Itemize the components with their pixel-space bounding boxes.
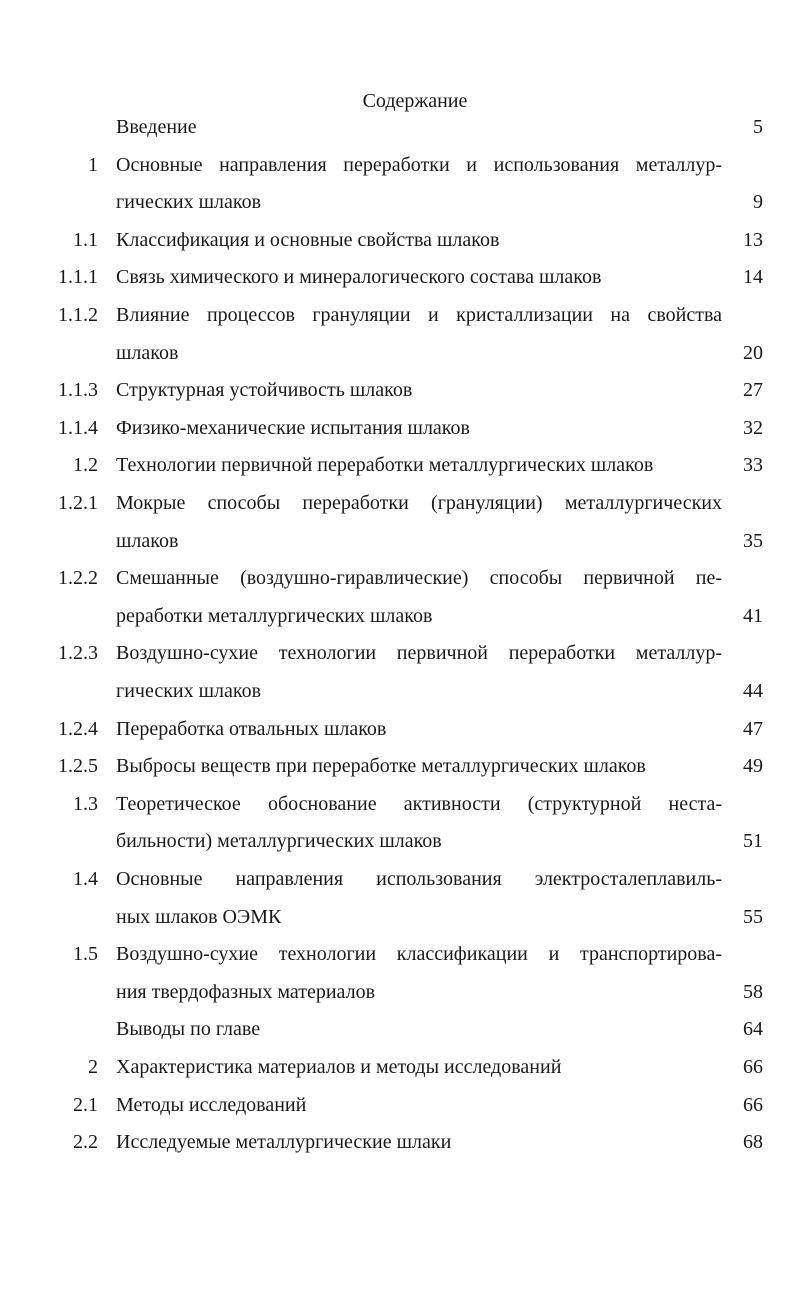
- toc-entry-line: [0, 263, 793, 291]
- toc-entry-title: Связь химического и минералогического состава шлаков: [116, 266, 602, 289]
- toc-entry-line: [0, 489, 793, 517]
- toc-entry-line: [0, 226, 793, 254]
- toc-entry-number: 1.2.1: [58, 492, 98, 514]
- toc-entry-line: [0, 564, 793, 592]
- toc-entry-number: 1.2.5: [58, 755, 98, 778]
- toc-entry-title: Характеристика материалов и методы исследований: [116, 1056, 562, 1078]
- toc-entry-number: 2.1: [73, 1093, 98, 1116]
- toc-entry-number: 2.2: [73, 1131, 98, 1154]
- toc-entry-title: Технологии первичной переработки металлургических шлаков: [116, 454, 654, 477]
- toc-entry-number: 1.2.4: [58, 717, 98, 740]
- toc-entry-title: Мокрые способы переработки (грануляции) металлургических: [116, 492, 722, 514]
- toc-entry-title: Классификация и основные свойства шлаков: [116, 228, 500, 251]
- toc-entry-title: Исследуемые металлургические шлаки: [116, 1131, 452, 1154]
- toc-entry-number: 1: [88, 153, 98, 176]
- toc-entry-line: [0, 188, 793, 216]
- toc-page-number: 9: [753, 191, 763, 214]
- toc-entry-number: 1.4: [73, 868, 98, 890]
- toc-page-number: 49: [743, 755, 763, 778]
- toc-page-number: 5: [753, 116, 763, 138]
- toc-page-number: 66: [743, 1093, 763, 1116]
- toc-entry-number: 1.1: [73, 228, 98, 251]
- toc-entry-title: Методы исследований: [116, 1093, 307, 1116]
- toc-entry-number: 1.2: [73, 454, 98, 477]
- toc-page-number: 44: [743, 680, 763, 702]
- toc-entry-line: [0, 602, 793, 630]
- toc-entry-line: [0, 113, 793, 141]
- toc-entry-title: Физико-механические испытания шлаков: [116, 416, 470, 439]
- toc-entry-line: [0, 151, 793, 179]
- toc-entry-line: [0, 414, 793, 442]
- toc-entry-title: Основные направления переработки и использования металлур-: [116, 153, 722, 176]
- toc-entry-number: 2: [88, 1056, 98, 1078]
- toc-entry-title: Переработка отвальных шлаков: [116, 717, 387, 740]
- toc-title: Содержание: [362, 90, 468, 112]
- toc-page-number: 51: [743, 830, 763, 853]
- toc-entry-title: Структурная устойчивость шлаков: [116, 379, 413, 402]
- toc-entry-title: ния твердофазных материалов: [116, 980, 376, 1003]
- toc-entry-line: [0, 1091, 793, 1119]
- toc-entry-line: [0, 339, 793, 367]
- toc-entry-line: [0, 639, 793, 667]
- toc-entry-line: [0, 940, 793, 968]
- toc-page-number: 27: [743, 379, 763, 402]
- toc-entry-title: гических шлаков: [116, 680, 262, 702]
- toc-page-number: 14: [743, 266, 763, 289]
- toc-entry-number: 1.1.3: [58, 379, 98, 402]
- toc-page-number: 68: [743, 1131, 763, 1154]
- toc-page-number: 32: [743, 416, 763, 439]
- toc-entry-line: [0, 1128, 793, 1156]
- toc-entry-number: 1.2.3: [58, 642, 98, 665]
- toc-entry-title: Введение: [116, 116, 197, 138]
- toc-page-number: 64: [743, 1018, 763, 1041]
- toc-entry-number: 1.3: [73, 792, 98, 815]
- toc-entry-line: [0, 978, 793, 1006]
- toc-entry-line: [0, 903, 793, 931]
- toc-page-number: 58: [743, 980, 763, 1003]
- toc-entry-title: ных шлаков ОЭМК: [116, 905, 282, 928]
- toc-page-number: 41: [743, 604, 763, 627]
- toc-page-number: 35: [743, 529, 763, 552]
- toc-entry-line: [0, 527, 793, 555]
- toc-entry-title: Теоретическое обоснование активности (структурной неста-: [116, 792, 722, 815]
- toc-entry-title: Выбросы веществ при переработке металлургических шлаков: [116, 755, 646, 778]
- toc-entry-number: 1.1.4: [58, 416, 98, 439]
- toc-entry-line: [0, 715, 793, 743]
- toc-entry-line: [0, 451, 793, 479]
- toc-entry-line: [0, 865, 793, 893]
- toc-entry-line: [0, 301, 793, 329]
- toc-page-number: 20: [743, 341, 763, 364]
- toc-page-number: 55: [743, 905, 763, 928]
- toc-page-number: 47: [743, 717, 763, 740]
- toc-entry-line: [0, 677, 793, 705]
- toc-entry-title: шлаков: [116, 529, 179, 552]
- toc-entry-line: [0, 827, 793, 855]
- toc-entry-title: гических шлаков: [116, 191, 262, 214]
- toc-entry-title: Воздушно-сухие технологии первичной переработки металлур-: [116, 642, 722, 665]
- toc-entry-line: [0, 376, 793, 404]
- toc-entry-title: Основные направления использования электросталеплавиль-: [116, 868, 722, 890]
- toc-entry-number: 1.5: [73, 943, 98, 966]
- toc-entry-number: 1.1.1: [58, 266, 98, 289]
- toc-entry-title: Влияние процессов грануляции и кристаллизации на свойства: [116, 304, 722, 326]
- toc-entry-line: [0, 1015, 793, 1043]
- toc-entry-title: Смешанные (воздушно-гиравлические) способы первичной пе-: [116, 567, 722, 590]
- toc-page-number: 66: [743, 1056, 763, 1078]
- toc-entry-title: реработки металлургических шлаков: [116, 604, 433, 627]
- toc-entry-number: 1.2.2: [58, 567, 98, 590]
- toc-entry-title: шлаков: [116, 341, 179, 364]
- toc-entry-title: бильности) металлургических шлаков: [116, 830, 442, 853]
- toc-page-number: 13: [743, 228, 763, 251]
- toc-entry-line: [0, 790, 793, 818]
- toc-entry-line: [0, 752, 793, 780]
- toc-entry-number: 1.1.2: [58, 304, 98, 326]
- toc-entry-title: Воздушно-сухие технологии классификации и транспортирова-: [116, 943, 722, 966]
- toc-entry-title: Выводы по главе: [116, 1018, 261, 1041]
- toc-page-number: 33: [743, 454, 763, 477]
- toc-entry-line: [0, 1053, 793, 1081]
